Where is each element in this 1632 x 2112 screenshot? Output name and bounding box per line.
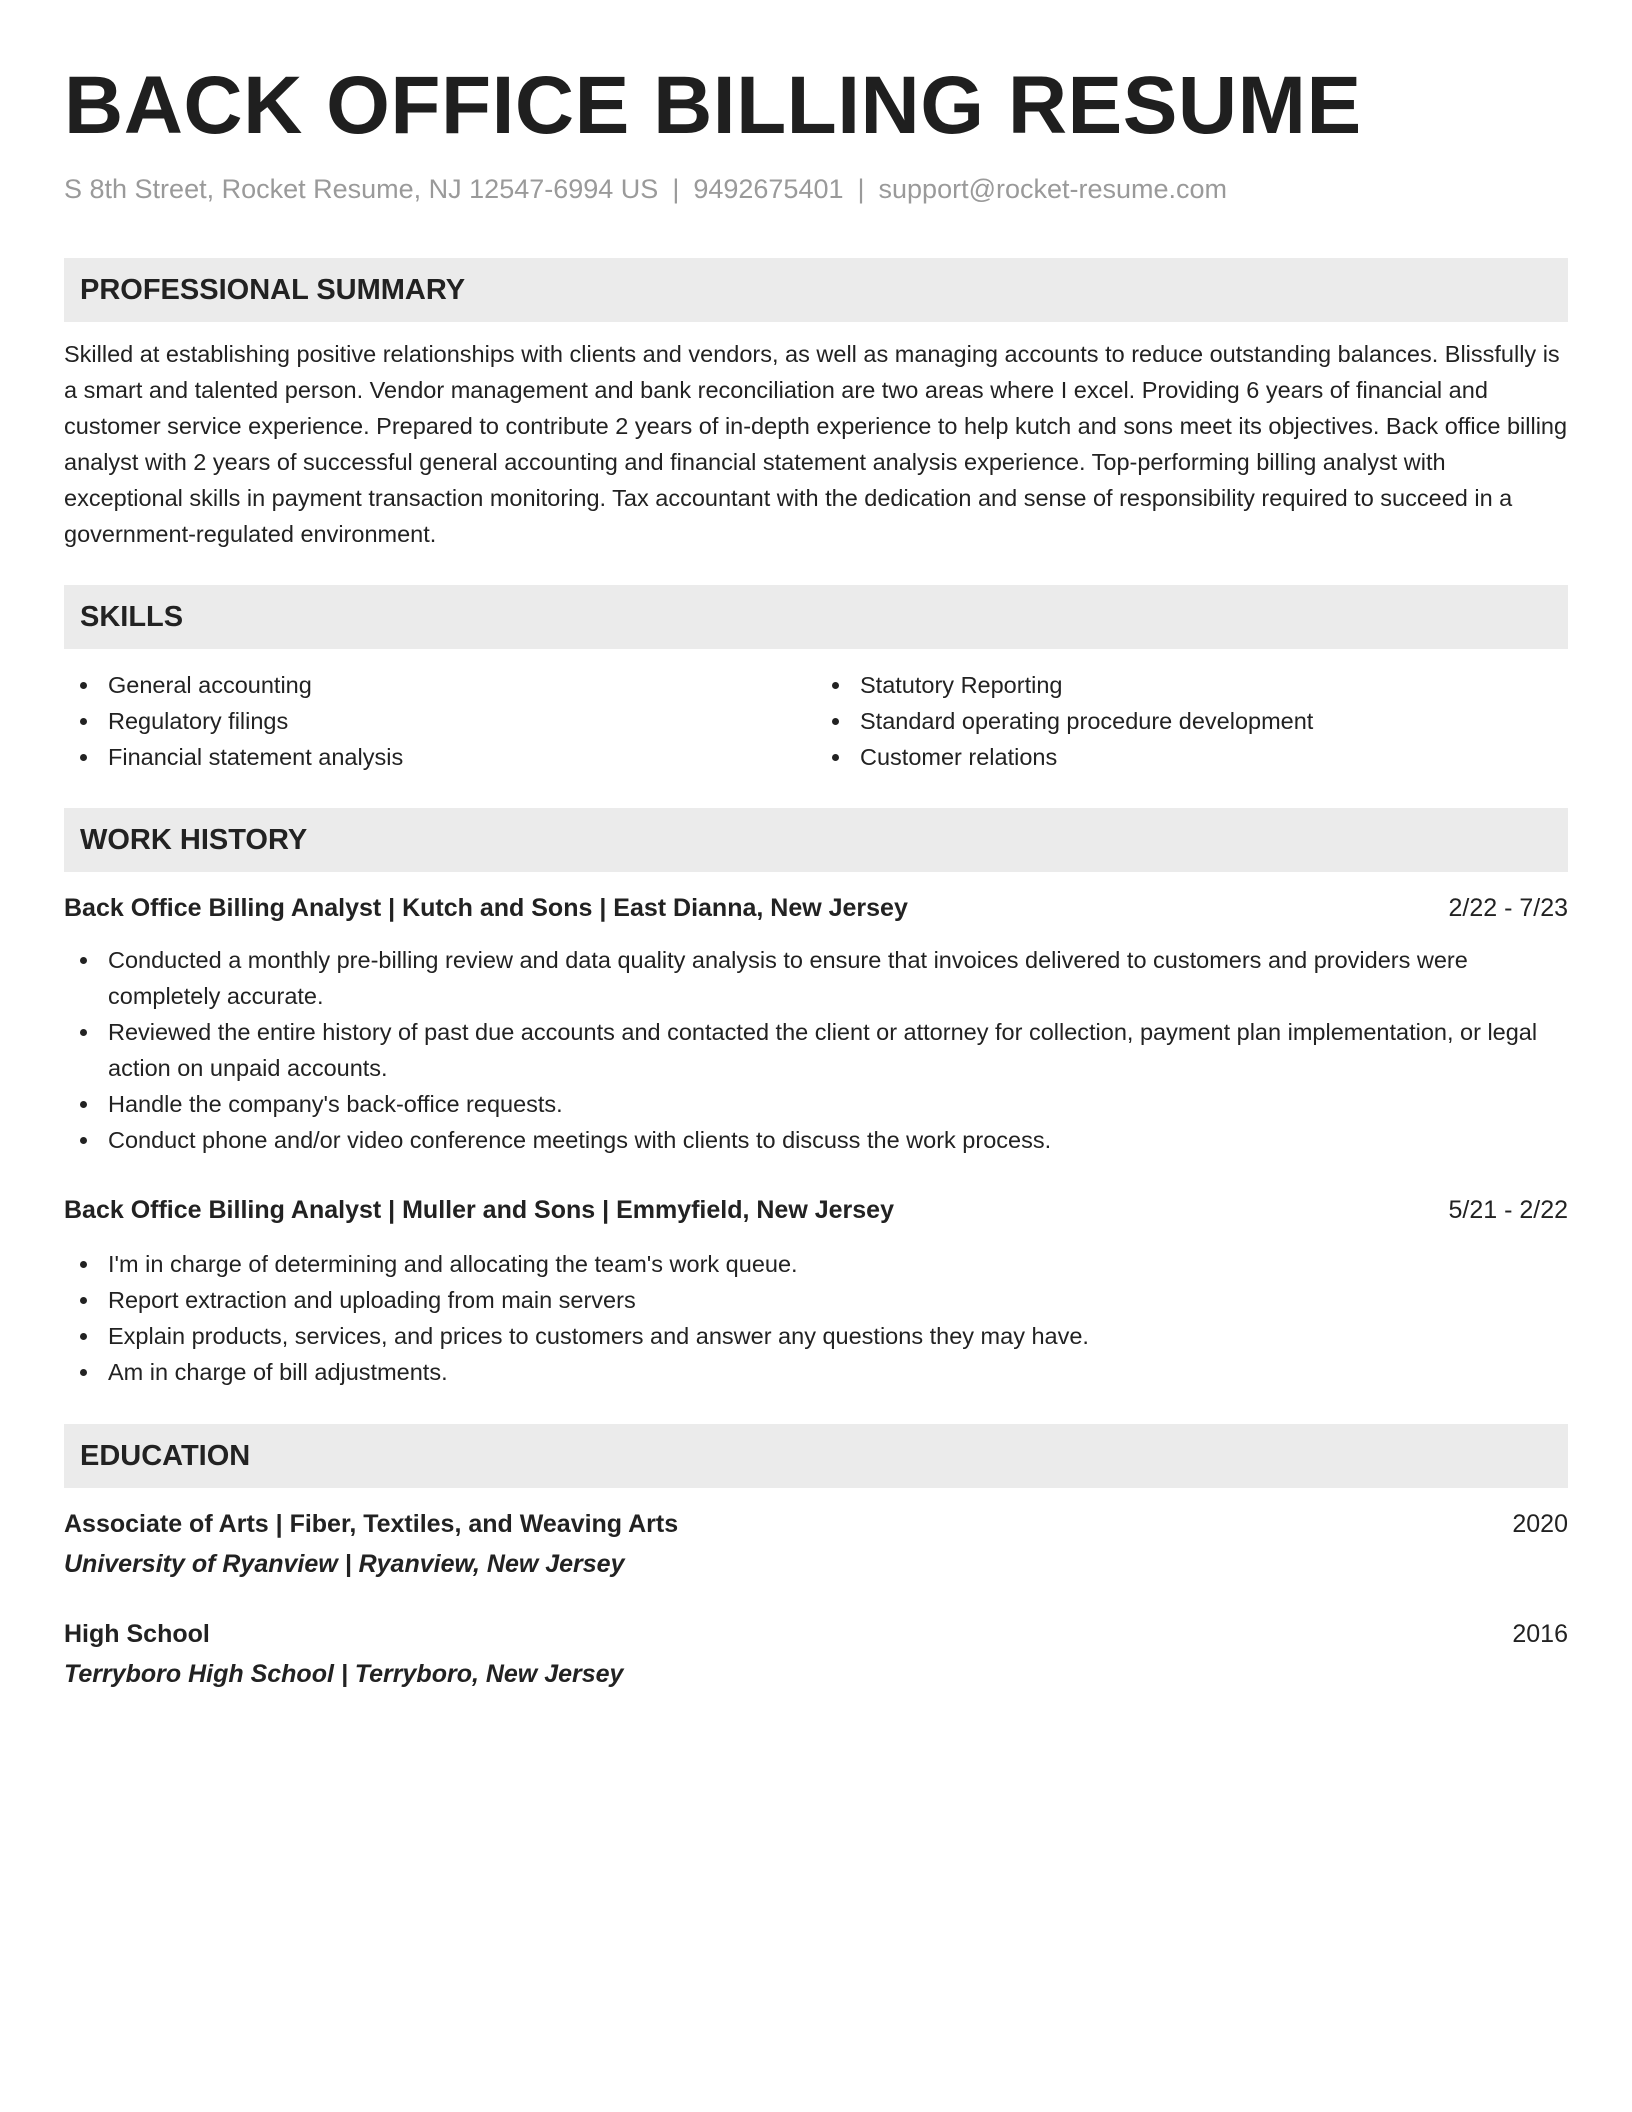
job-entry [64, 1192, 1568, 1390]
job-bullets [64, 942, 1568, 1158]
contact-line [64, 172, 1568, 206]
job-bullet: Am in charge of bill adjustments. [64, 1354, 1568, 1390]
section-header-work-history: WORK HISTORY [64, 808, 1568, 872]
skill-item: Standard operating procedure development [816, 703, 1568, 739]
job-header [64, 890, 1568, 926]
education-header [64, 1616, 1568, 1652]
job-header [64, 1192, 1568, 1228]
skill-item: Statutory Reporting [816, 667, 1568, 703]
job-bullet: Conducted a monthly pre-billing review and data quality analysis to ensure that invoices delivered to customers and providers were completely accurate. [64, 942, 1568, 1014]
job-title: Back Office Billing Analyst | Kutch and Sons | East Dianna, New Jersey [64, 894, 908, 922]
contact-separator: | [672, 174, 680, 204]
education-year: 2020 [1512, 1510, 1568, 1538]
education-degree: High School [64, 1620, 210, 1648]
resume-name: BACK OFFICE BILLING RESUME [64, 60, 1362, 151]
education-header [64, 1506, 1568, 1542]
job-bullet: Handle the company's back-office requests. [64, 1086, 1568, 1122]
job-dates: 5/21 - 2/22 [1448, 1196, 1568, 1224]
summary-text: Skilled at establishing positive relationships with clients and vendors, as well as managing accounts to reduce outstanding balances. Blissfully is a smart and talented person. Vendor management and bank reconciliation are two areas where I excel. Providing 6 years of financial and customer service experience. Prepared to contribute 2 years of in-depth experience to help kutch and sons meet its objectives. Back office billing analyst with 2 years of successful general accounting and financial statement analysis experience. Top-performing billing analyst with exceptional skills in payment transaction monitoring. Tax accountant with the dedication and sense of responsibility required to succeed in a government-regulated environment. [64, 341, 1568, 547]
skill-item: Financial statement analysis [64, 739, 816, 775]
section-header-education: EDUCATION [64, 1424, 1568, 1488]
skill-item: Customer relations [816, 739, 1568, 775]
job-bullet: I'm in charge of determining and allocating the team's work queue. [64, 1246, 1568, 1282]
education-entry [64, 1506, 1568, 1582]
education-school: University of Ryanview | Ryanview, New Jersey [64, 1550, 625, 1578]
job-bullet: Explain products, services, and prices to customers and answer any questions they may have. [64, 1318, 1568, 1354]
skills-column-left [64, 667, 816, 775]
education-school: Terryboro High School | Terryboro, New Jersey [64, 1660, 624, 1688]
job-bullet: Report extraction and uploading from main servers [64, 1282, 1568, 1318]
skill-item: General accounting [64, 667, 816, 703]
contact-phone: 9492675401 [693, 174, 844, 204]
section-header-skills: SKILLS [64, 585, 1568, 649]
contact-email: support@rocket-resume.com [878, 174, 1228, 204]
education-entry [64, 1616, 1568, 1692]
job-bullet: Reviewed the entire history of past due accounts and contacted the client or attorney for collection, payment plan implementation, or legal action on unpaid accounts. [64, 1014, 1568, 1086]
contact-separator: | [857, 174, 865, 204]
contact-address: S 8th Street, Rocket Resume, NJ 12547-6994 US [64, 174, 659, 204]
job-bullet: Conduct phone and/or video conference meetings with clients to discuss the work process. [64, 1122, 1568, 1158]
skills-list [64, 667, 1568, 775]
job-entry [64, 890, 1568, 1158]
job-dates: 2/22 - 7/23 [1448, 894, 1568, 922]
skills-column-right [816, 667, 1568, 775]
skill-item: Regulatory filings [64, 703, 816, 739]
education-degree: Associate of Arts | Fiber, Textiles, and Weaving Arts [64, 1510, 679, 1538]
section-header-summary: PROFESSIONAL SUMMARY [64, 258, 1568, 322]
job-title: Back Office Billing Analyst | Muller and Sons | Emmyfield, New Jersey [64, 1196, 894, 1224]
education-year: 2016 [1512, 1620, 1568, 1648]
job-bullets [64, 1246, 1568, 1390]
